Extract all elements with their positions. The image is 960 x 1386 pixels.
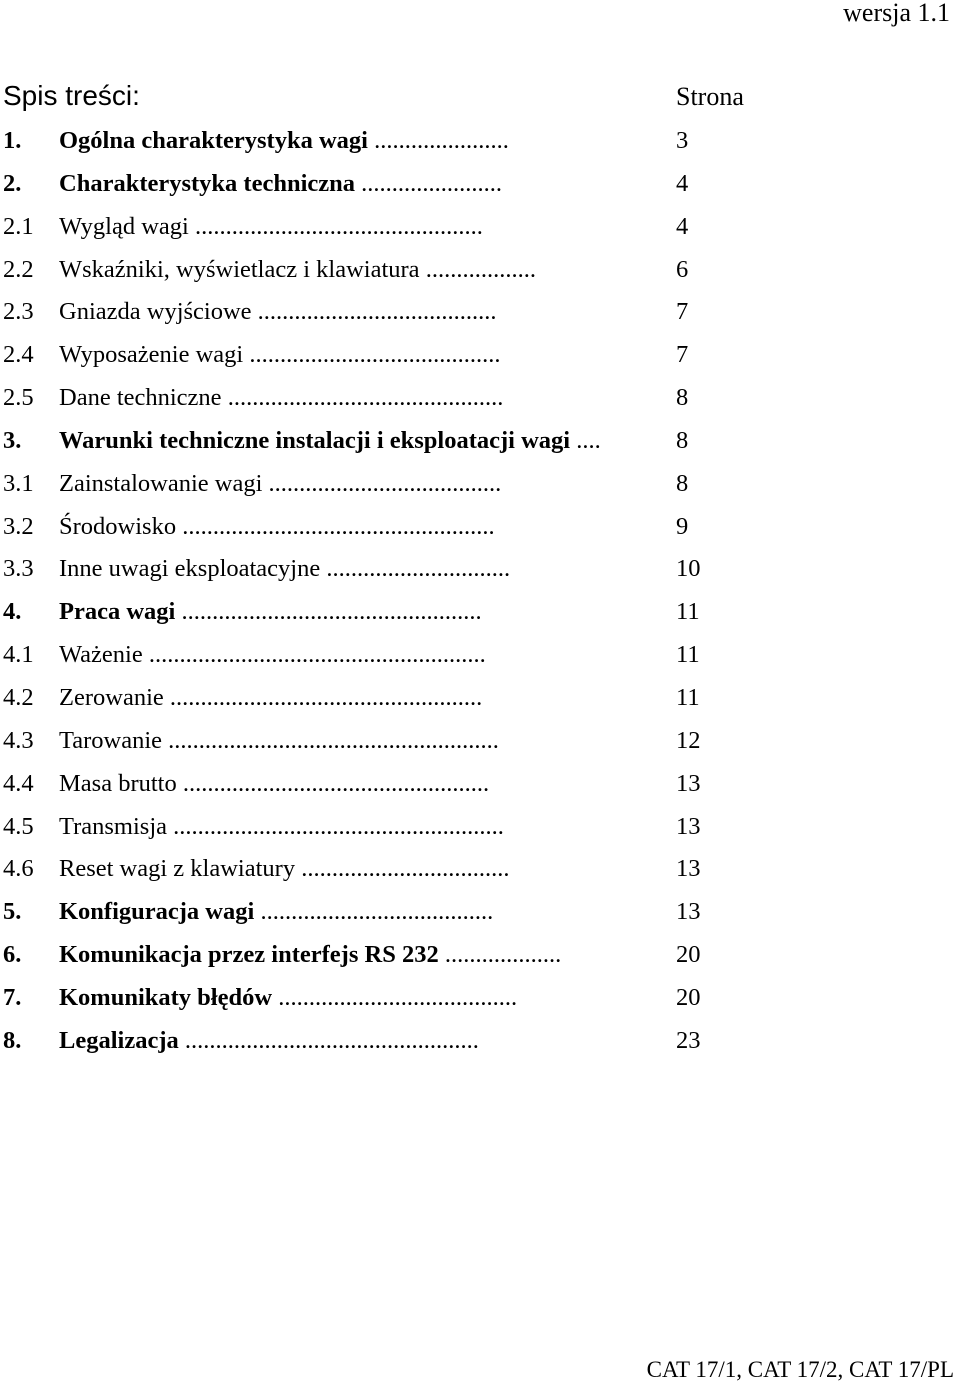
- toc-entry-8[interactable]: [0, 1022, 960, 1065]
- toc-entry-number: 2.2: [3, 255, 34, 283]
- toc-entry-2-2[interactable]: [0, 251, 960, 294]
- toc-entry-number: 4.2: [3, 683, 34, 711]
- toc-entry-4-6[interactable]: [0, 850, 960, 893]
- toc-entry-title: Środowisko ...................................................: [59, 512, 495, 540]
- toc-entry-title: Praca wagi .................................................: [59, 598, 482, 626]
- toc-entry-page: 11: [676, 641, 700, 669]
- toc-entry-title: Tarowanie ......................................................: [59, 726, 499, 754]
- toc-entry-page: 4: [676, 212, 689, 240]
- toc-entry-page: 3: [676, 127, 689, 154]
- toc-entry-4-4[interactable]: [0, 765, 960, 808]
- toc-entry-page: 4: [676, 169, 689, 197]
- toc-entry-7[interactable]: [0, 979, 960, 1022]
- toc-entry-page: 10: [676, 555, 701, 583]
- toc-entry-4-5[interactable]: [0, 808, 960, 851]
- table-of-contents: [0, 122, 960, 1065]
- toc-entry-4-1[interactable]: [0, 636, 960, 679]
- toc-entry-4-2[interactable]: [0, 679, 960, 722]
- toc-entry-number: 7.: [3, 983, 22, 1011]
- toc-entry-3[interactable]: [0, 422, 960, 465]
- toc-entry-3-3[interactable]: [0, 550, 960, 593]
- toc-entry-number: 3.2: [3, 512, 34, 540]
- toc-entry-3-2[interactable]: [0, 508, 960, 551]
- toc-entry-page: 23: [676, 1026, 701, 1054]
- toc-entry-2-3[interactable]: [0, 293, 960, 336]
- toc-entry-title: Komunikaty błędów .......................................: [59, 983, 518, 1011]
- toc-entry-title: Legalizacja ................................................: [59, 1026, 479, 1054]
- toc-entry-page: 20: [676, 983, 701, 1011]
- toc-entry-2-4[interactable]: [0, 336, 960, 379]
- toc-entry-title: Reset wagi z klawiatury ..................................: [59, 855, 510, 883]
- toc-entry-number: 5.: [3, 898, 22, 926]
- toc-entry-title: Zainstalowanie wagi ......................................: [59, 469, 502, 497]
- toc-entry-page: 13: [676, 769, 701, 797]
- toc-entry-number: 2.: [3, 169, 22, 197]
- toc-entry-page: 20: [676, 941, 701, 969]
- toc-entry-4-3[interactable]: [0, 722, 960, 765]
- toc-entry-number: 2.1: [3, 212, 34, 240]
- toc-entry-page: 8: [676, 426, 689, 454]
- toc-entry-6[interactable]: [0, 936, 960, 979]
- toc-entry-title: Wygląd wagi ...............................................: [59, 212, 483, 240]
- toc-entry-title: Konfiguracja wagi ......................................: [59, 898, 494, 926]
- toc-entry-page: 12: [676, 726, 701, 754]
- toc-entry-page: 11: [676, 683, 700, 711]
- toc-entry-page: 6: [676, 255, 689, 283]
- toc-entry-number: 3.: [3, 426, 22, 454]
- toc-entry-number: 4.4: [3, 769, 34, 797]
- toc-entry-page: 7: [676, 341, 689, 369]
- toc-entry-number: 3.1: [3, 469, 34, 497]
- toc-entry-page: 13: [676, 812, 701, 840]
- toc-entry-page: 13: [676, 898, 701, 926]
- toc-entry-title: Inne uwagi eksploatacyjne ..............................: [59, 555, 511, 583]
- toc-entry-number: 2.3: [3, 298, 34, 326]
- toc-entry-page: 13: [676, 855, 701, 883]
- toc-entry-title: Wskaźniki, wyświetlacz i klawiatura ..................: [59, 255, 536, 283]
- toc-entry-title: Gniazda wyjściowe .......................................: [59, 298, 497, 326]
- toc-entry-number: 4.1: [3, 641, 34, 669]
- toc-entry-number: 4.: [3, 598, 22, 626]
- toc-entry-title: Charakterystyka techniczna .......................: [59, 169, 503, 197]
- toc-entry-page: 8: [676, 384, 689, 412]
- toc-entry-number: 2.4: [3, 341, 34, 369]
- toc-title: Spis treści:: [3, 80, 140, 111]
- toc-entry-5[interactable]: [0, 893, 960, 936]
- toc-entry-title: Masa brutto ..................................................: [59, 769, 490, 797]
- toc-entry-title: Komunikacja przez interfejs RS 232 ...................: [59, 941, 562, 969]
- toc-page-column-label: Strona: [676, 82, 744, 111]
- toc-entry-page: 7: [676, 298, 689, 326]
- toc-entry-number: 8.: [3, 1026, 22, 1054]
- footer-model-list: CAT 17/1, CAT 17/2, CAT 17/PL: [646, 1357, 954, 1382]
- toc-entry-number: 3.3: [3, 555, 34, 583]
- toc-entry-number: 4.5: [3, 812, 34, 840]
- toc-entry-title: Wyposażenie wagi .........................................: [59, 341, 501, 369]
- toc-entry-title: Ogólna charakterystyka wagi ......................: [59, 127, 509, 154]
- toc-entry-title: Transmisja ......................................................: [59, 812, 504, 840]
- toc-entry-number: 6.: [3, 941, 22, 969]
- toc-entry-2-1[interactable]: [0, 208, 960, 251]
- toc-entry-number: 1.: [3, 127, 22, 154]
- toc-entry-title: Warunki techniczne instalacji i eksploatacji wagi ....: [59, 426, 601, 454]
- toc-entry-title: Ważenie .......................................................: [59, 641, 486, 669]
- toc-entry-page: 8: [676, 469, 689, 497]
- document-version: wersja 1.1: [843, 0, 950, 27]
- toc-entry-3-1[interactable]: [0, 465, 960, 508]
- toc-entry-title: Dane techniczne .............................................: [59, 384, 504, 412]
- toc-entry-1[interactable]: [0, 122, 960, 165]
- toc-entry-2-5[interactable]: [0, 379, 960, 422]
- toc-entry-title: Zerowanie ...................................................: [59, 683, 483, 711]
- toc-entry-number: 4.6: [3, 855, 34, 883]
- toc-entry-4[interactable]: [0, 593, 960, 636]
- toc-entry-number: 2.5: [3, 384, 34, 412]
- toc-entry-page: 9: [676, 512, 689, 540]
- toc-entry-number: 4.3: [3, 726, 34, 754]
- toc-entry-2[interactable]: [0, 165, 960, 208]
- toc-entry-page: 11: [676, 598, 700, 626]
